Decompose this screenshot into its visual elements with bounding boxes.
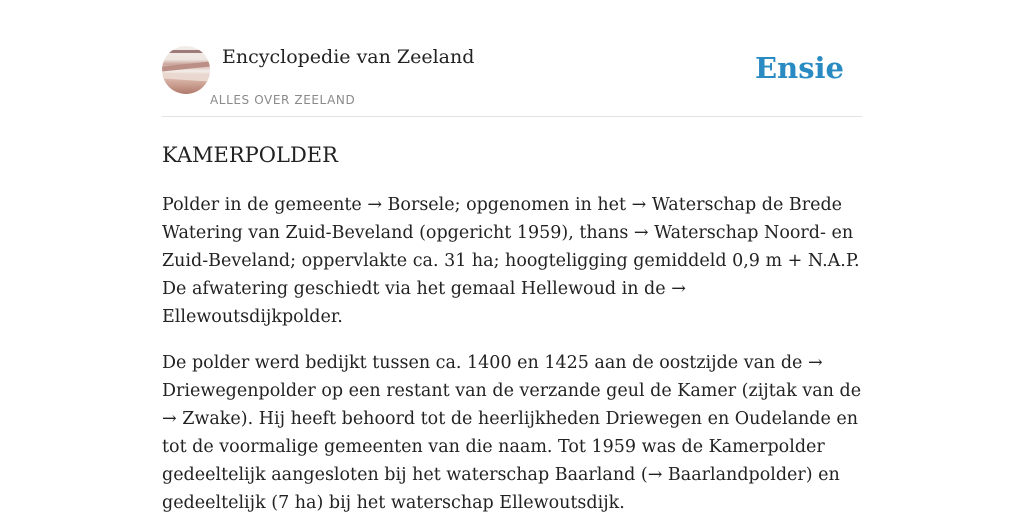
paragraph-text: ; oppervlakte ca. 31 ha; hoogteligging gemiddeld 0,9 m + N.A.P. De afwatering geschiedt via het gemaal Hellewoud in de bbox=[162, 251, 860, 299]
article bbox=[162, 139, 866, 512]
article-paragraph bbox=[162, 349, 866, 512]
paragraph-text: Polder in de gemeente bbox=[162, 195, 368, 215]
xref-link-ellewoutsdijkpolder[interactable]: → Ellewoutsdijkpolder bbox=[162, 279, 686, 327]
xref-link-driewegenpolder[interactable]: → Driewegenpolder bbox=[162, 353, 823, 401]
site-tagline: ALLES OVER ZEELAND bbox=[210, 93, 356, 107]
paragraph-text: op een restant van de verzande geul de Kamer (zijtak van de bbox=[315, 381, 862, 401]
paragraph-text: ) en gedeeltelijk (7 ha) bij het waterschap Ellewoutsdijk. bbox=[162, 465, 840, 512]
site-title[interactable]: Encyclopedie van Zeeland bbox=[222, 46, 475, 68]
logo-stripe bbox=[162, 62, 210, 72]
logo-stripe bbox=[162, 72, 210, 82]
article-title: KAMERPOLDER bbox=[162, 143, 338, 167]
paragraph-text: ; opgenomen in het bbox=[454, 195, 632, 215]
paragraph-text: De polder werd bedijkt tussen ca. 1400 en 1425 aan de oostzijde van de bbox=[162, 353, 808, 373]
xref-link-zwake[interactable]: → Zwake bbox=[162, 409, 241, 429]
xref-link-baarlandpolder[interactable]: → Baarlandpolder bbox=[647, 465, 806, 485]
xref-link-borsele[interactable]: → Borsele bbox=[367, 195, 455, 215]
xref-link-waterschap-brede-watering[interactable]: → Waterschap de Brede Watering van Zuid-Beveland bbox=[162, 195, 843, 243]
article-paragraph bbox=[162, 191, 866, 331]
ensie-brand-link[interactable]: Ensie bbox=[755, 51, 844, 85]
xref-link-waterschap-noord-zuid-beveland[interactable]: → Waterschap Noord- en Zuid-Beveland bbox=[162, 223, 854, 271]
paragraph-text: ). Hij heeft behoord tot de heerlijkheden Driewegen en Oudelande en tot de voormalige gemeenten van die naam. Tot 1959 was de Kamerpolder gedeeltelijk aangesloten bij het waterschap Baarland ( bbox=[162, 409, 859, 485]
site-header bbox=[162, 40, 862, 117]
logo-stripe bbox=[168, 50, 204, 53]
paragraph-text: . bbox=[337, 307, 343, 327]
paragraph-text: (opgericht 1959), thans bbox=[413, 223, 634, 243]
zeeland-landscape-logo[interactable] bbox=[162, 46, 210, 94]
